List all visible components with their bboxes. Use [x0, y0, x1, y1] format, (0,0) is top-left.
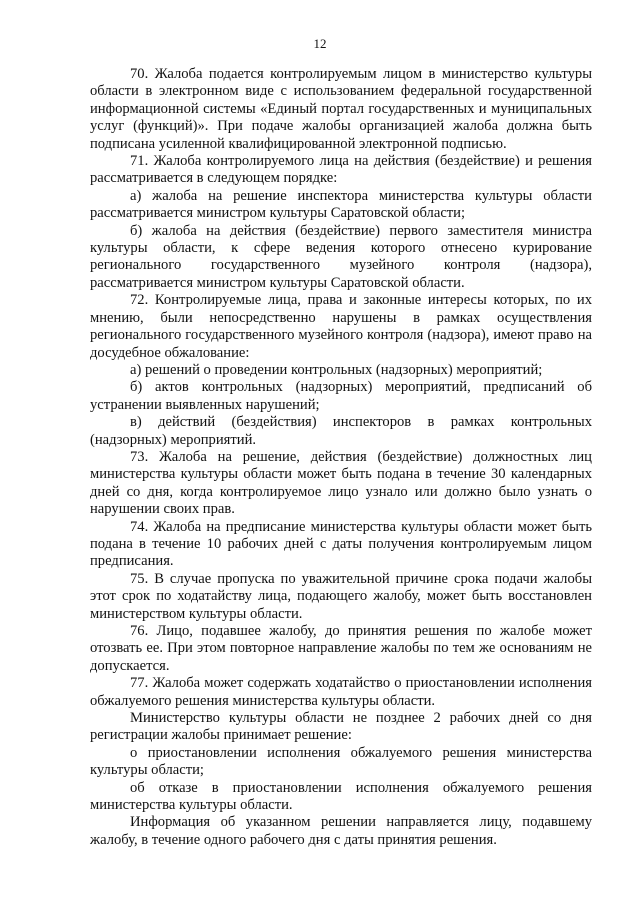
paragraph-72-c: в) действий (бездействия) инспекторов в рамках контрольных (надзорных) мероприятий. — [90, 414, 592, 448]
paragraph-77-notice: Информация об указанном решении направляется лицу, подавшему жалобу, в течение одного рабочего дня с даты принятия решения. — [90, 814, 592, 848]
paragraph-77: 77. Жалоба может содержать ходатайство о приостановлении исполнения обжалуемого решения министерства культуры области. — [90, 675, 592, 709]
paragraph-71: 71. Жалоба контролируемого лица на действия (бездействие) и решения рассматривается в следующем порядке: — [90, 153, 592, 187]
paragraph-72: 72. Контролируемые лица, права и законные интересы которых, по их мнению, были непосредственно нарушены в рамках осуществления регионального государственного музейного контроля (надзора), имеют право на досудебное обжалование: — [90, 292, 592, 361]
paragraph-72-b: б) актов контрольных (надзорных) мероприятий, предписаний об устранении выявленных нарушений; — [90, 379, 592, 413]
paragraph-77-refuse: об отказе в приостановлении исполнения обжалуемого решения министерства культуры области. — [90, 779, 592, 814]
paragraph-74: 74. Жалоба на предписание министерства культуры области может быть подана в течение 10 рабочих дней с даты получения контролируемым лицом предписания. — [90, 518, 592, 570]
paragraph-71-b: б) жалоба на действия (бездействие) первого заместителя министра культуры области, к сфере ведения которого отнесено курирование регионального государственного музейного контроля (надзора), рассматривается министром культуры Саратовской области. — [90, 222, 592, 291]
paragraph-72-a: а) решений о проведении контрольных (надзорных) мероприятий; — [130, 361, 543, 378]
document-body — [90, 66, 592, 849]
paragraph-75: 75. В случае пропуска по уважительной причине срока подачи жалобы этот срок по ходатайству лица, подающего жалобу, может быть восстановлен министерством культуры области. — [90, 570, 592, 622]
paragraph-76: 76. Лицо, подавшее жалобу, до принятия решения по жалобе может отозвать ее. При этом повторное направление жалобы по тем же основаниям не допускается. — [90, 623, 592, 674]
paragraph-77-decision: Министерство культуры области не позднее 2 рабочих дней со дня регистрации жалобы принимает решение: — [90, 710, 592, 744]
page-number: 12 — [313, 36, 327, 51]
paragraph-71-a: а) жалоба на решение инспектора министерства культуры области рассматривается министром культуры Саратовской области; — [90, 187, 592, 222]
paragraph-77-suspend: о приостановлении исполнения обжалуемого решения министерства культуры области; — [90, 744, 592, 779]
paragraph-73: 73. Жалоба на решение, действия (бездействие) должностных лиц министерства культуры области может быть подана в течение 30 календарных дней со дня, когда контролируемое лицо узнало или должно было узнать о нарушении своих прав. — [90, 448, 592, 518]
paragraph-70: 70. Жалоба подается контролируемым лицом в министерство культуры области в электронном виде с использованием федеральной государственной информационной системы «Единый портал государственных и муниципальных услуг (функций)». При подаче жалобы организацией жалоба должна быть подписана усиленной квалифицированной электронной подписью. — [90, 66, 592, 152]
